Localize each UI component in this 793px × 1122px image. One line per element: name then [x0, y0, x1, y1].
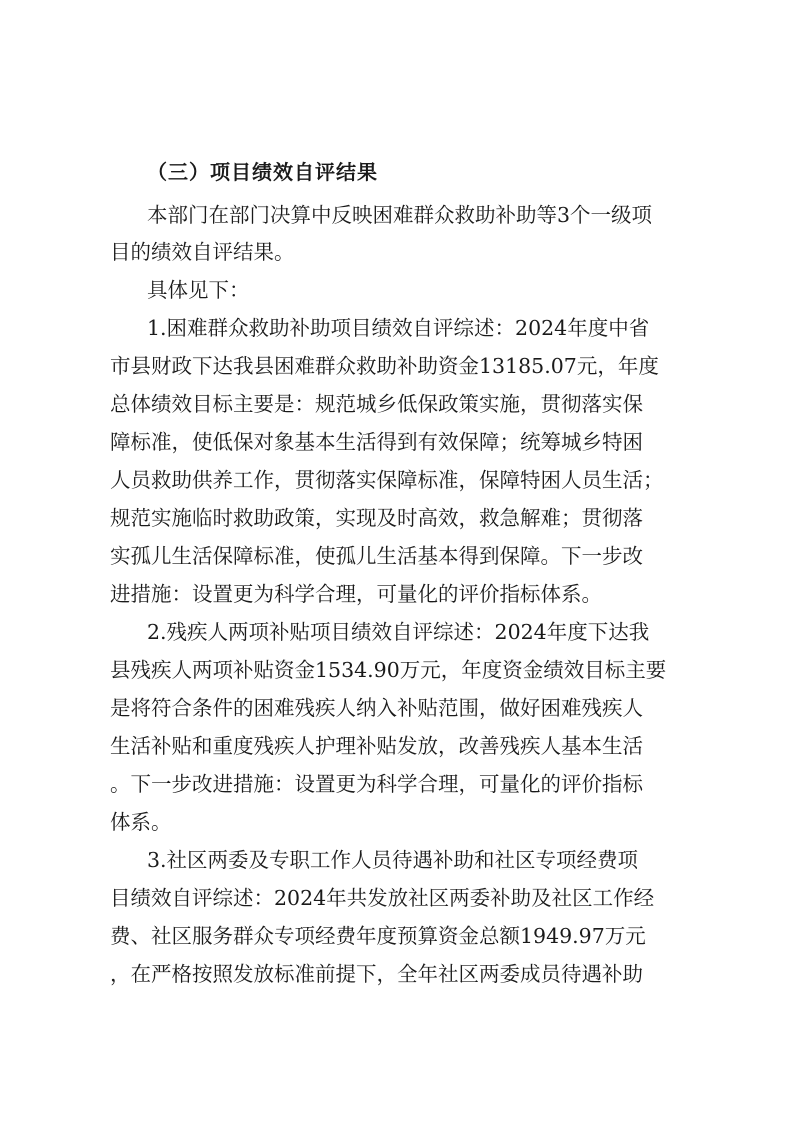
paragraph-line: ，在严格按照发放标准前提下，全年社区两委成员待遇补助 [110, 962, 643, 986]
paragraph-line: 市县财政下达我县困难群众救助补助资金13185.07元，年度 [110, 354, 659, 378]
paragraph-line: 本部门在部门决算中反映困难群众救助补助等3个一级项 [147, 203, 653, 227]
paragraph-line: 人员救助供养工作，贯彻落实保障标准，保障特困人员生活； [110, 468, 664, 492]
paragraph-line: 目绩效自评综述：2024年共发放社区两委补助及社区工作经 [110, 886, 655, 910]
paragraph-line: 障标准，使低保对象基本生活得到有效保障；统筹城乡特困 [110, 430, 643, 454]
section-heading: （三）项目绩效自评结果 [147, 160, 378, 184]
paragraph-line: 2.残疾人两项补贴项目绩效自评综述：2024年度下达我 [147, 620, 650, 644]
paragraph-line: 县残疾人两项补贴资金1534.90万元，年度资金绩效目标主要 [110, 658, 667, 682]
paragraph-line: 实孤儿生活保障标准，使孤儿生活基本得到保障。下一步改 [110, 544, 643, 568]
paragraph-line: 费、社区服务群众专项经费年度预算资金总额1949.97万元 [110, 924, 646, 948]
paragraph-line: 3.社区两委及专职工作人员待遇补助和社区专项经费项 [147, 848, 639, 872]
paragraph-line: 1.困难群众救助补助项目绩效自评综述：2024年度中省 [147, 316, 650, 340]
paragraph-line: 具体见下： [147, 278, 250, 302]
paragraph-line: 总体绩效目标主要是：规范城乡低保政策实施，贯彻落实保 [110, 392, 643, 416]
paragraph-line: 体系。 [110, 810, 172, 834]
paragraph-line: 。下一步改进措施：设置更为科学合理，可量化的评价指标 [110, 772, 643, 796]
paragraph-line: 进措施：设置更为科学合理，可量化的评价指标体系。 [110, 582, 602, 606]
paragraph-line: 规范实施临时救助政策，实现及时高效，救急解难；贯彻落 [110, 506, 643, 530]
paragraph-line: 是将符合条件的困难残疾人纳入补贴范围，做好困难残疾人 [110, 696, 643, 720]
paragraph-line: 目的绩效自评结果。 [110, 240, 295, 264]
paragraph-line: 生活补贴和重度残疾人护理补贴发放，改善残疾人基本生活 [110, 734, 643, 758]
